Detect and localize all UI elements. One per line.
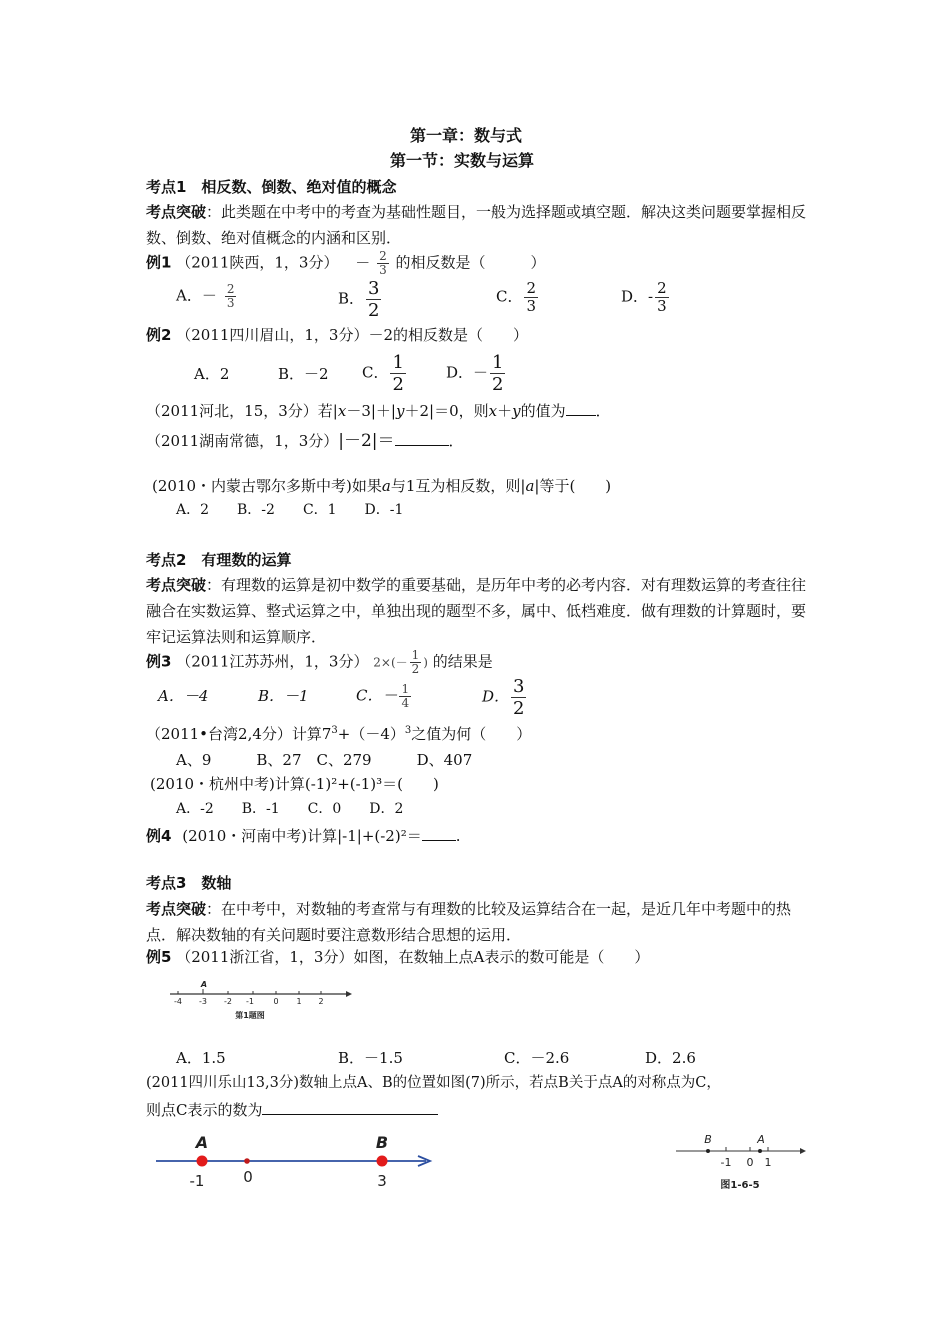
- tick-label: -2: [224, 997, 232, 1006]
- question-taiwan: （2011•台湾2,4分）计算$7^3+(-4)^3$之值为何（ ）: [146, 725, 532, 743]
- point-b-label: B: [704, 1133, 712, 1146]
- tick-label: 1: [296, 997, 302, 1006]
- example-label: 例3: [146, 652, 172, 671]
- option-a: A．2: [194, 365, 230, 383]
- question-neimenggu: (2010・内蒙古鄂尔多斯中考)如果a与1互为相反数，则|a|等于( ): [152, 477, 612, 495]
- kd2-breakthrough: [146, 572, 810, 650]
- kd2-heading: 考点2 有理数的运算: [146, 551, 292, 569]
- example-label: 例1: [146, 253, 172, 272]
- tick-label: -3: [199, 997, 207, 1006]
- example-5: 例5 （2011浙江省，1，3分）如图，在数轴上点A表示的数可能是（ ）: [146, 948, 650, 966]
- kd1-heading: 考点1 相反数、倒数、绝对值的概念: [146, 178, 397, 196]
- answer-blank: [262, 1100, 438, 1115]
- breakthrough-label: 考点突破: [146, 203, 207, 221]
- answer-blank: [422, 826, 456, 841]
- tick-label: 0: [273, 997, 279, 1006]
- question-hebei: （2011河北，15，3分）若|x－3|＋|y＋2|＝0，则x＋y的值为 ．: [146, 402, 611, 420]
- question-changde: （2011湖南常德，1，3分）|－2|＝ ．: [146, 431, 464, 451]
- options-hangzhou: A．-2 B．-1 C．0 D．2: [176, 801, 404, 817]
- options-neimenggu: A．2 B．-2 C．1 D．-1: [176, 502, 404, 518]
- number-line-figure-3: [672, 1130, 812, 1194]
- example-4: 例4 (2010・河南中考)计算|-1|+(-2)²＝ .: [146, 827, 461, 845]
- example-2: [146, 326, 528, 344]
- figure-caption: 图1-6-5: [720, 1180, 760, 1191]
- question-leshan-line1: (2011四川乐山13,3分)数轴上点A、B的位置如图(7)所示，若点B关于点A的对称点为C，: [146, 1075, 721, 1091]
- origin-value: 0: [243, 1168, 253, 1186]
- point-a-value: -1: [189, 1172, 205, 1190]
- answer-blank: [395, 431, 449, 446]
- point-a-label: A: [195, 1133, 209, 1152]
- option-c: C． $\frac{2}{3}$: [496, 279, 537, 315]
- origin-point: [244, 1158, 250, 1164]
- breakthrough-label: 考点突破: [146, 900, 207, 918]
- option-d: D．2.6: [645, 1049, 696, 1067]
- point-a: [758, 1149, 762, 1153]
- option-b: B． $\frac{3}{2}$: [338, 278, 380, 321]
- kd1-breakthrough: [146, 199, 810, 251]
- option-a: A．1.5: [176, 1049, 226, 1067]
- tick-label: -1: [246, 997, 254, 1006]
- point-a-label: A: [757, 1133, 765, 1146]
- tick-label: 0: [746, 1156, 754, 1169]
- point-b: [706, 1149, 710, 1153]
- kd3-breakthrough: [146, 896, 810, 948]
- options-taiwan: A、9 B、27 C、279 D、407: [176, 751, 473, 769]
- number-line-figure-2: [150, 1130, 440, 1192]
- breakthrough-label: 考点突破: [146, 576, 207, 594]
- number-line-figure-1: [166, 974, 352, 1022]
- question-hangzhou: (2010・杭州中考)计算(-1)²+(-1)³＝( ): [150, 775, 439, 793]
- tick-label: -1: [720, 1156, 732, 1169]
- point-b-label: B: [375, 1133, 389, 1152]
- option-c: C．－ $\frac{1}{4}$: [356, 682, 410, 710]
- example-label: 例2: [146, 326, 172, 344]
- option-b: B．－2: [278, 365, 329, 383]
- point-b-value: 3: [377, 1172, 387, 1190]
- kd3-heading: 考点3 数轴: [146, 874, 232, 892]
- question-leshan-line2: 则点C表示的数为: [146, 1100, 438, 1119]
- option-d: D． $\frac{3}{2}$: [482, 676, 525, 719]
- fraction: $\frac{2}{3}$: [379, 249, 387, 277]
- chapter-title: 第一章：数与式: [410, 126, 523, 145]
- point-a: [197, 1156, 208, 1167]
- tick-label: 1: [764, 1156, 772, 1169]
- tick-label: 2: [318, 997, 324, 1006]
- figure-caption: 第1题图: [235, 1011, 265, 1020]
- point-a-label: A: [200, 980, 208, 989]
- option-d: D．－ $\frac{1}{2}$: [446, 352, 504, 395]
- breakthrough-text: ：有理数的运算是初中数学的重要基础，是历年中考的必考内容．对有理数运算的考查往往融合在实数运算、整式运算之中，单独出现的题型不多，属中、低档难度．做有理数的计算题时，要牢记运算法则和运算顺序．: [146, 576, 807, 646]
- question-text: （2011四川眉山，1，3分）－2的相反数是（ ）: [176, 326, 529, 344]
- option-c: C．－2.6: [504, 1049, 570, 1067]
- option-b: B．－1.5: [338, 1049, 403, 1067]
- section-title: 第一节：实数与运算: [390, 151, 535, 170]
- example-3: 例3 （2011江苏苏州，1，3分） 2×(－ $\frac{1}{2}$ ) 的结果是: [146, 648, 493, 676]
- option-d: D．- $\frac{2}{3}$: [621, 279, 667, 315]
- option-b: B．－1: [258, 687, 309, 705]
- question-text: 的相反数是（ ）: [395, 253, 546, 272]
- option-c: C． $\frac{1}{2}$: [362, 352, 404, 395]
- point-b: [377, 1156, 388, 1167]
- example-label: 例4: [146, 827, 172, 845]
- breakthrough-text: ：在中考中，对数轴的考查常与有理数的比较及运算结合在一起，是近几年中考题中的热点．解决数轴的有关问题时要注意数形结合思想的运用．: [146, 900, 792, 944]
- example-1: 例1 （2011陕西，1，3分） － $\frac{2}{3}$ 的相反数是（ ）: [146, 249, 546, 277]
- breakthrough-text: ：此类题在中考中的考查为基础性题目，一般为选择题或填空题．解决这类问题要掌握相反数、倒数、绝对值概念的内涵和区别．: [146, 203, 807, 247]
- example-source: （2011陕西，1，3分）: [176, 253, 339, 272]
- tick-label: -4: [174, 997, 182, 1006]
- answer-blank: [566, 401, 596, 416]
- option-a: A．－4: [158, 687, 209, 705]
- option-a: A．－ $\frac{2}{3}$: [176, 282, 235, 310]
- example-label: 例5: [146, 948, 172, 966]
